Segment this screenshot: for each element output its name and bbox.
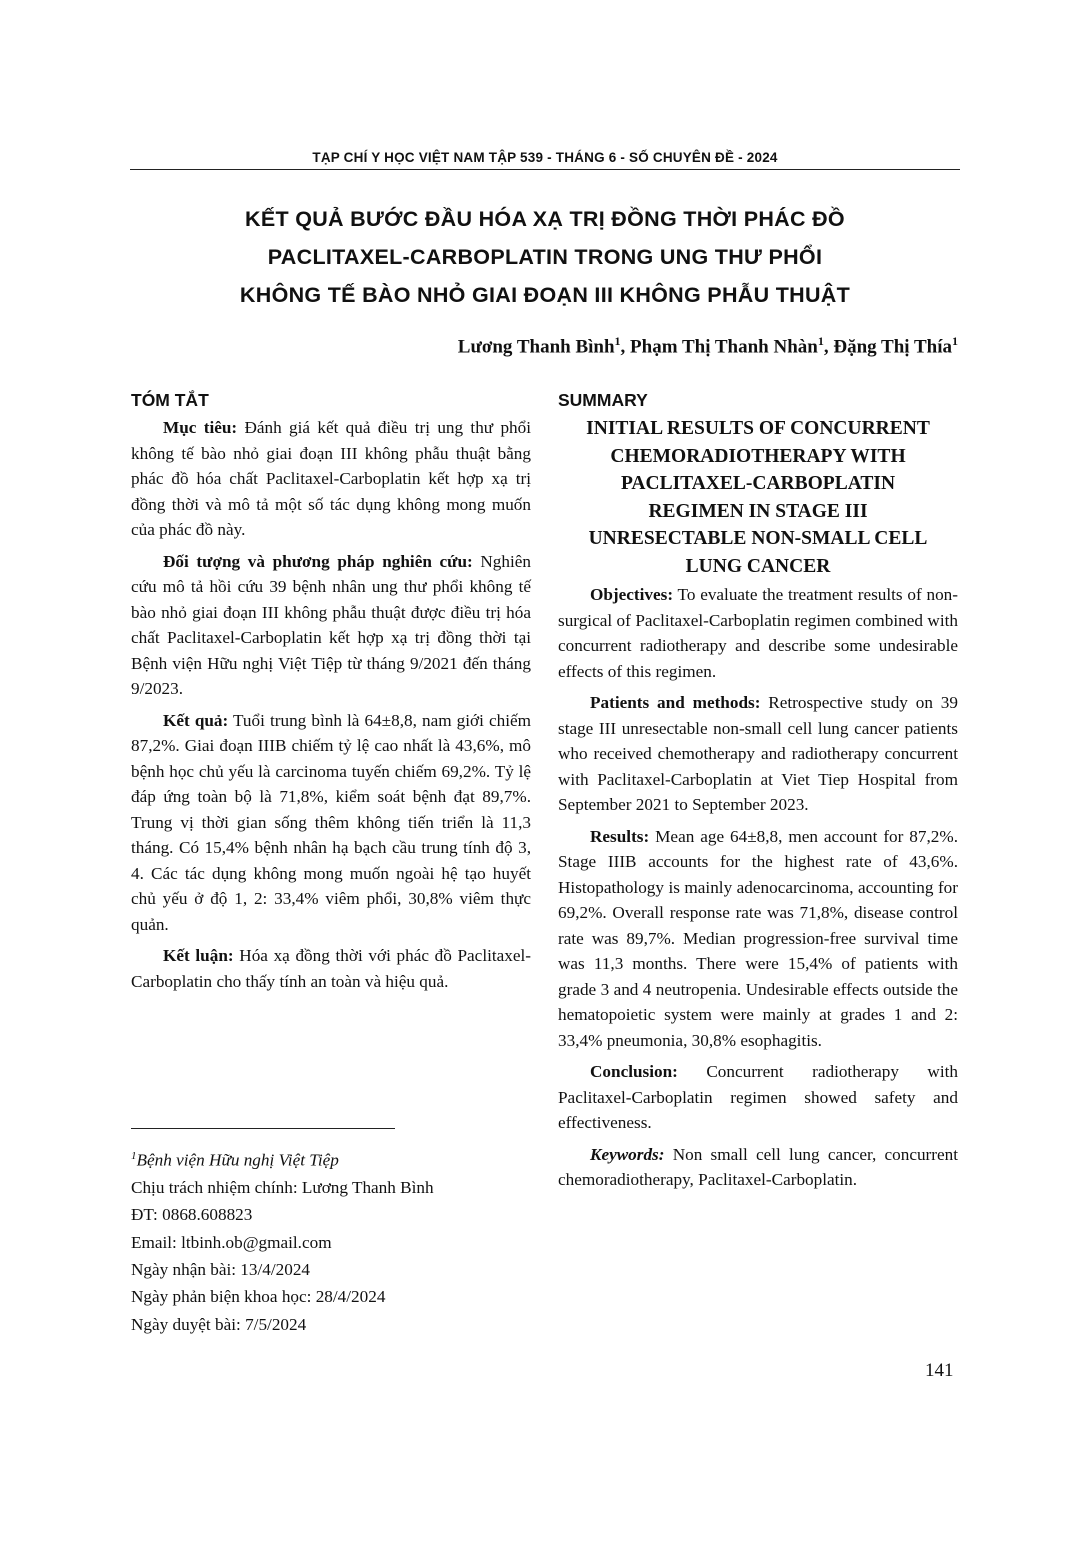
author-affiliation-mark: 1 bbox=[952, 334, 958, 348]
title-line: KHÔNG TẾ BÀO NHỎ GIAI ĐOẠN III KHÔNG PHẪU THUẬT bbox=[239, 283, 851, 307]
english-title-line: UNRESECTABLE NON-SMALL CELL bbox=[588, 528, 928, 549]
summary-paragraph bbox=[558, 1059, 958, 1136]
section-label: Kết quả: bbox=[163, 710, 229, 730]
section-label: Objectives: bbox=[590, 585, 674, 604]
author-name: Lương Thanh Bình bbox=[457, 336, 615, 358]
section-text: Hóa xạ đồng thời với phác đồ Paclitaxel-Carboplatin cho thấy tính an toàn và hiệu quả. bbox=[131, 946, 531, 991]
section-text: Nghiên cứu mô tả hồi cứu 39 bệnh nhân ung thư phổi không tế bào nhỏ giai đoạn III không phẫu thuật được điều trị hóa chất Paclitaxel-Carboplatin kết hợp xạ trị đồng thời tại Bệnh viện Hữu nghị Việt Tiệp từ tháng 9/2021 đến tháng 9/2023. bbox=[131, 551, 531, 698]
author-name: Phạm Thị Thanh Nhàn bbox=[630, 336, 818, 358]
english-title-line: LUNG CANCER bbox=[685, 555, 831, 577]
summary-paragraph bbox=[558, 824, 958, 1054]
keywords-label: Keywords: bbox=[590, 1144, 665, 1164]
vietnamese-abstract bbox=[131, 388, 531, 1000]
author-list bbox=[458, 334, 958, 358]
email: Email: ltbinh.ob@gmail.com bbox=[131, 1232, 332, 1252]
page-number: 141 bbox=[925, 1360, 954, 1381]
section-text: Retrospective study on 39 stage III unresectable non-small cell lung cancer patients who received chemotherapy and radiotherapy concurrent with Paclitaxel-Carboplatin at Viet Tiep Hospital from September 2021 to September 2023. bbox=[558, 693, 958, 814]
section-text: To evaluate the treatment results of non-surgical of Paclitaxel-Carboplatin regimen combined with concurrent radiotherapy and describe some undesirable effects of this regimen. bbox=[558, 585, 958, 681]
received-date: Ngày nhận bài: 13/4/2024 bbox=[131, 1259, 311, 1279]
abstract-paragraph bbox=[131, 549, 531, 702]
section-text: Đánh giá kết quả điều trị ung thư phổi không tế bào nhỏ giai đoạn III không phẫu thuật bằng phác đồ hóa chất Paclitaxel-Carboplatin kết hợp xạ trị đồng thời và mô tả một số tác dụng không mong muốn của phác đồ này. bbox=[131, 418, 531, 539]
accepted-date: Ngày duyệt bài: 7/5/2024 bbox=[131, 1314, 307, 1334]
english-title-line: PACLITAXEL-CARBOPLATIN bbox=[620, 473, 896, 494]
running-head: TẠP CHÍ Y HỌC VIỆT NAM TẬP 539 - THÁNG 6 - SỐ CHUYÊN ĐỀ - 2024 bbox=[312, 150, 778, 165]
section-label: Conclusion: bbox=[590, 1062, 678, 1081]
section-label: Kết luận: bbox=[163, 946, 234, 965]
section-label: Patients and methods: bbox=[590, 693, 761, 712]
section-text: Tuổi trung bình là 64±8,8, nam giới chiếm 87,2%. Giai đoạn IIIB chiếm tỷ lệ cao nhất là 43,6%, mô bệnh học chủ yếu là carcinoma tuyến chiếm 69,2%. Tỷ lệ đáp ứng toàn bộ là 71,8%, kiểm soát bệnh đạt 89,7%. Trung vị thời gian sống thêm không tiến triển là 11,3 tháng. Có 15,4% bệnh nhân hạ bạch cầu trung tính độ 3, 4. Các tác dụng không mong muốn ngoài hệ tạo huyết chủ yếu ở độ 1, 2: 33,4% viêm phổi, 30,8% viêm thực quản. bbox=[131, 710, 531, 934]
author-affiliation-mark: 1 bbox=[817, 334, 824, 348]
section-text: Concurrent radiotherapy with Paclitaxel-Carboplatin regimen showed safety and effectiveness. bbox=[558, 1062, 958, 1132]
section-label: Mục tiêu: bbox=[163, 418, 238, 437]
title-line: PACLITAXEL-CARBOPLATIN TRONG UNG THƯ PHỔI bbox=[267, 245, 823, 269]
author-separator: , bbox=[823, 336, 834, 358]
summary-paragraph bbox=[558, 690, 958, 818]
section-label: Đối tượng và phương pháp nghiên cứu: bbox=[163, 551, 473, 571]
english-abstract bbox=[558, 388, 958, 1199]
phone: ĐT: 0868.608823 bbox=[131, 1205, 253, 1225]
abstract-paragraph bbox=[131, 943, 531, 994]
author-separator: , bbox=[620, 336, 631, 358]
abstract-paragraph bbox=[131, 708, 531, 938]
article-title bbox=[130, 200, 960, 314]
section-label: Results: bbox=[590, 826, 650, 846]
review-date: Ngày phản biện khoa học: 28/4/2024 bbox=[131, 1287, 386, 1307]
summary-paragraph bbox=[558, 582, 958, 684]
header-rule bbox=[130, 169, 960, 170]
affiliation-text: Bệnh viện Hữu nghị Việt Tiệp bbox=[136, 1150, 339, 1170]
abstract-paragraph bbox=[131, 415, 531, 543]
english-title-line: REGIMEN IN STAGE III bbox=[648, 500, 868, 522]
author-name: Đặng Thị Thía bbox=[833, 336, 952, 358]
keywords-text: Non small cell lung cancer, concurrent chemoradiotherapy, Paclitaxel-Carboplatin. bbox=[558, 1144, 958, 1189]
english-title-line: CHEMORADIOTHERAPY WITH bbox=[610, 445, 906, 467]
summary-heading: SUMMARY bbox=[558, 390, 648, 410]
corresponding-author: Chịu trách nhiệm chính: Lương Thanh Bình bbox=[131, 1178, 434, 1198]
title-line: KẾT QUẢ BƯỚC ĐẦU HÓA XẠ TRỊ ĐỒNG THỜI PHÁC ĐỒ bbox=[245, 207, 845, 231]
abstract-heading: TÓM TẮT bbox=[131, 390, 209, 410]
affiliation-mark: 1 bbox=[131, 1150, 137, 1162]
author-affiliation-mark: 1 bbox=[614, 334, 621, 348]
english-title bbox=[558, 415, 958, 580]
english-title-line: INITIAL RESULTS OF CONCURRENT bbox=[586, 418, 930, 439]
affiliation bbox=[131, 1143, 434, 1174]
footnotes bbox=[131, 1143, 434, 1338]
section-text: Mean age 64±8,8, men account for 87,2%. Stage IIIB accounts for the highest rate of 43,6%. Histopathology is mainly adenocarcinoma, accounting for 69,2%. Overall response rate was 71,8%, disease control rate was 89,7%. Median progression-free survival time was 11,3 months. There were 15,4% of patients with grade 3 and 4 neutropenia. Undesirable effects outside the hematopoietic system were mainly at grades 1 and 2: 33,4% pneumonia, 30,8% esophagitis. bbox=[558, 826, 958, 1050]
footnote-rule bbox=[131, 1128, 395, 1129]
keywords-paragraph bbox=[558, 1142, 958, 1193]
